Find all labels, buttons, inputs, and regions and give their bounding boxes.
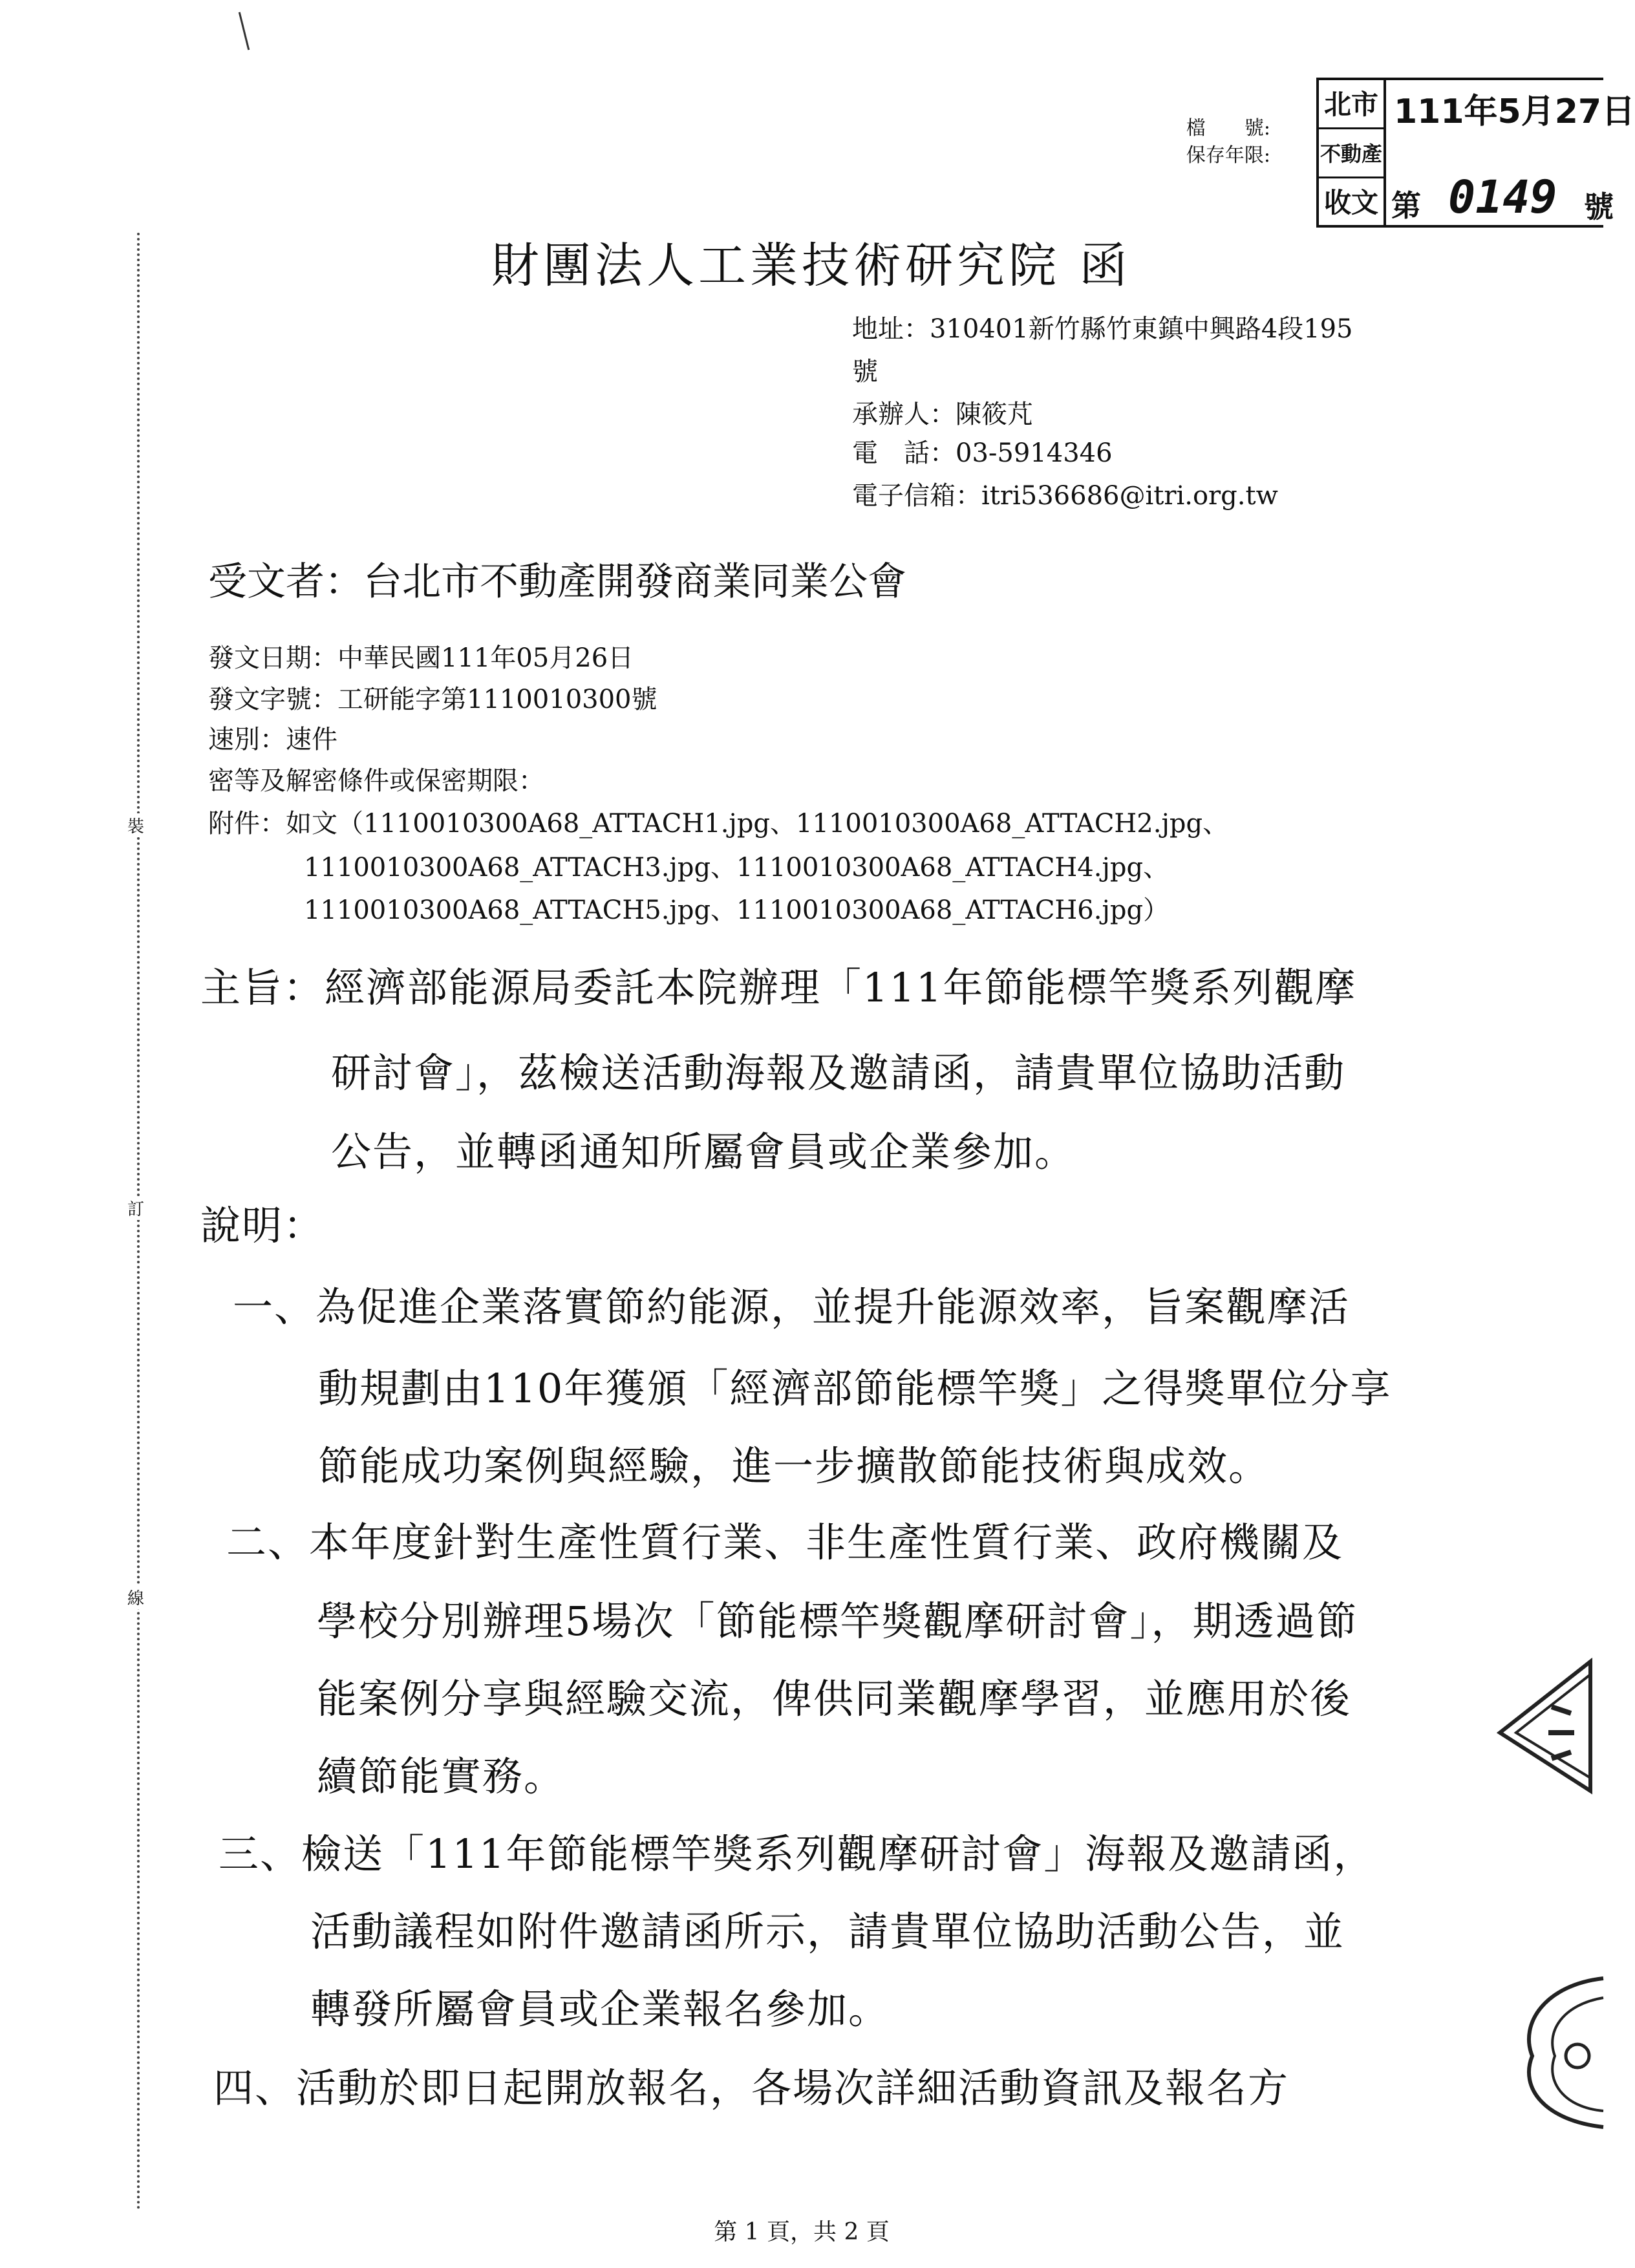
attachments-line3: 1110010300A68_ATTACH5.jpg、1110010300A68_ATTACH6.jpg） (304, 895, 1170, 925)
sender-address-line2: 號 (852, 357, 878, 387)
sender-email: 電子信箱：itri536686@itri.org.tw (852, 481, 1278, 511)
subject-line3: 公告，並轉函通知所屬會員或企業參加。 (331, 1128, 1076, 1175)
binding-mark-zhuang: 裝 (123, 813, 149, 837)
received-stamp (1316, 78, 1635, 228)
item1-line1: 一、為促進企業落實節約能源，並提升能源效率，旨案觀摩活 (233, 1283, 1351, 1331)
binding-mark-ding: 訂 (123, 1196, 149, 1220)
explanation-label: 說明： (200, 1202, 325, 1249)
document-number: 發文字號：工研能字第1110010300號 (208, 685, 657, 714)
stamp-number-prefix: 第 (1391, 188, 1421, 223)
item1-line3: 節能成功案例與經驗，進一步擴散節能技術與成效。 (318, 1442, 1270, 1490)
file-meta (1047, 115, 1270, 169)
attachments-line2: 1110010300A68_ATTACH3.jpg、1110010300A68_ATTACH4.jpg、 (304, 853, 1170, 883)
recipient: 受文者：台北市不動產開發商業同業公會 (208, 559, 906, 604)
stamp-number-suffix: 號 (1584, 189, 1614, 224)
sender-phone: 電 話：03-5914346 (852, 438, 1113, 468)
item4-line1: 四、活動於即日起開放報名，各場次詳細活動資訊及報名方 (213, 2064, 1290, 2112)
stamp-received: 收文 (1319, 178, 1386, 228)
binding-mark-xian: 線 (123, 1585, 149, 1609)
stamp-number: 0149 (1448, 171, 1557, 224)
item2-line1: 二、本年度針對生產性質行業、非生產性質行業、政府機關及 (226, 1519, 1344, 1566)
file-number-label: 檔 號: (1186, 117, 1270, 140)
item3-line2: 活動議程如附件邀請函所示，請貴單位協助活動公告，並 (310, 1908, 1345, 1955)
partial-perforation-mark (1506, 1972, 1603, 2134)
subject-line1: 主旨：經濟部能源局委託本院辦理「111年節能標竿獎系列觀摩 (200, 964, 1357, 1011)
page-footer: 第 1 頁，共 2 頁 (714, 2219, 890, 2245)
issue-date: 發文日期：中華民國111年05月26日 (208, 643, 634, 673)
secrecy-class: 密等及解密條件或保密期限： (208, 766, 544, 796)
subject-line2: 研討會」，茲檢送活動海報及邀請函，請貴單位協助活動 (331, 1049, 1346, 1097)
attachments-line1: 附件：如文（1110010300A68_ATTACH1.jpg、1110010300A68_ATTACH2.jpg、 (208, 809, 1229, 839)
item3-line1: 三、檢送「111年節能標竿獎系列觀摩研討會」海報及邀請函， (219, 1830, 1375, 1878)
binding-margin-line (137, 233, 140, 2211)
item2-line2: 學校分別辦理5場次「節能標竿獎觀摩研討會」，期透過節 (317, 1598, 1358, 1645)
item1-line2: 動規劃由110年獲頒「經濟部節能標竿獎」之得獎單位分享 (318, 1365, 1392, 1412)
document-title: 財團法人工業技術研究院 函 (491, 238, 1131, 294)
stamp-date: 111年5月27日 (1394, 92, 1635, 131)
item2-line4: 續節能實務。 (317, 1753, 566, 1800)
sender-handler: 承辦人：陳筱芃 (852, 400, 1033, 429)
scan-mark (239, 12, 250, 50)
item2-line3: 能案例分享與經驗交流，俾供同業觀摩學習，並應用於後 (317, 1675, 1352, 1722)
partial-seal-stamp (1487, 1655, 1603, 1797)
stamp-city: 北市 (1319, 80, 1386, 129)
speed-class: 速別：速件 (208, 725, 337, 754)
retention-label: 保存年限: (1186, 144, 1270, 167)
sender-address-line1: 地址：310401新竹縣竹東鎮中興路4段195 (852, 314, 1353, 344)
item3-line3: 轉發所屬會員或企業報名參加。 (310, 1985, 890, 2033)
stamp-realestate: 不動產 (1319, 129, 1386, 178)
